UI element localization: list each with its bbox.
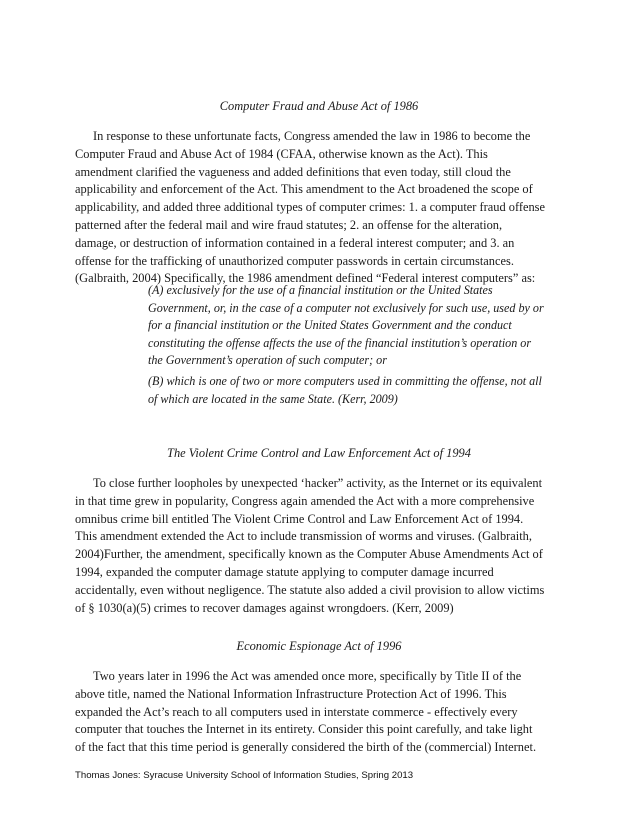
section-paragraph-eea-1996: Two years later in 1996 the Act was amended once more, specifically by Title II of the above title, named the National Information Infrastructure Protection Act of 1996. This expanded the Act’s reach to all computers used in interstate commerce - effectively every computer that touches the Internet in its entirety. Consider this point carefully, and take light of the fact that this time period is generally considered the birth of the (commercial) Internet.	[75, 669, 537, 755]
section-heading-eea-1996: Economic Espionage Act of 1996	[236, 639, 402, 653]
section-paragraph-cfaa-1986: In response to these unfortunate facts, Congress amended the law in 1986 to become the Computer Fraud and Abuse Act of 1984 (CFAA, otherwise known as the Act). This amendment clarified the vagueness and added definitions that even today, still cloud the applicability and enforcement of the Act. This amendment to the Act broadened the scope of applicability, and added three additional types of computer crimes: 1. a computer fraud offense patterned after the federal mail and wire fraud statutes; 2. an offense for the alteration, damage, or destruction of information contained in a federal interest computer; and 3. an offense for the trafficking of unauthorized computer passwords in certain circumstances. (Galbraith, 2004) Specifically, the 1986 amendment defined “Federal interest computers” as:	[75, 129, 545, 286]
quote-federal-interest-a: (A) exclusively for the use of a financial institution or the United States Government, or, in the case of a computer not exclusively for such use, used by or for a financial institution or the United States Government and the conduct constituting the offense affects the use of the financial institution’s operation or the Government’s operation of such computer; or	[148, 283, 544, 368]
section-heading-vccle-1994: The Violent Crime Control and Law Enforcement Act of 1994	[167, 446, 471, 460]
page-footer: Thomas Jones: Syracuse University School of Information Studies, Spring 2013	[75, 770, 414, 781]
section-paragraph-vccle-1994: To close further loopholes by unexpected ‘hacker” activity, as the Internet or its equivalent in that time grew in popularity, Congress again amended the Act with a more comprehensive omnibus crime bill entitled The Violent Crime Control and Law Enforcement Act of 1994. This amendment extended the Act to include transmission of worms and viruses. (Galbraith, 2004)Further, the amendment, specifically known as the Computer Abuse Amendments Act of 1994, expanded the computer damage statute applying to computer damage incurred accidentally, even without negligence. The statute also added a civil provision to allow victims of § 1030(a)(5) crimes to recover damages against wrongdoers. (Kerr, 2009)	[75, 476, 545, 615]
section-heading-cfaa-1986: Computer Fraud and Abuse Act of 1986	[219, 99, 419, 113]
quote-federal-interest-b: (B) which is one of two or more computers used in committing the offense, not all of which are located in the same State. (Kerr, 2009)	[148, 374, 542, 406]
